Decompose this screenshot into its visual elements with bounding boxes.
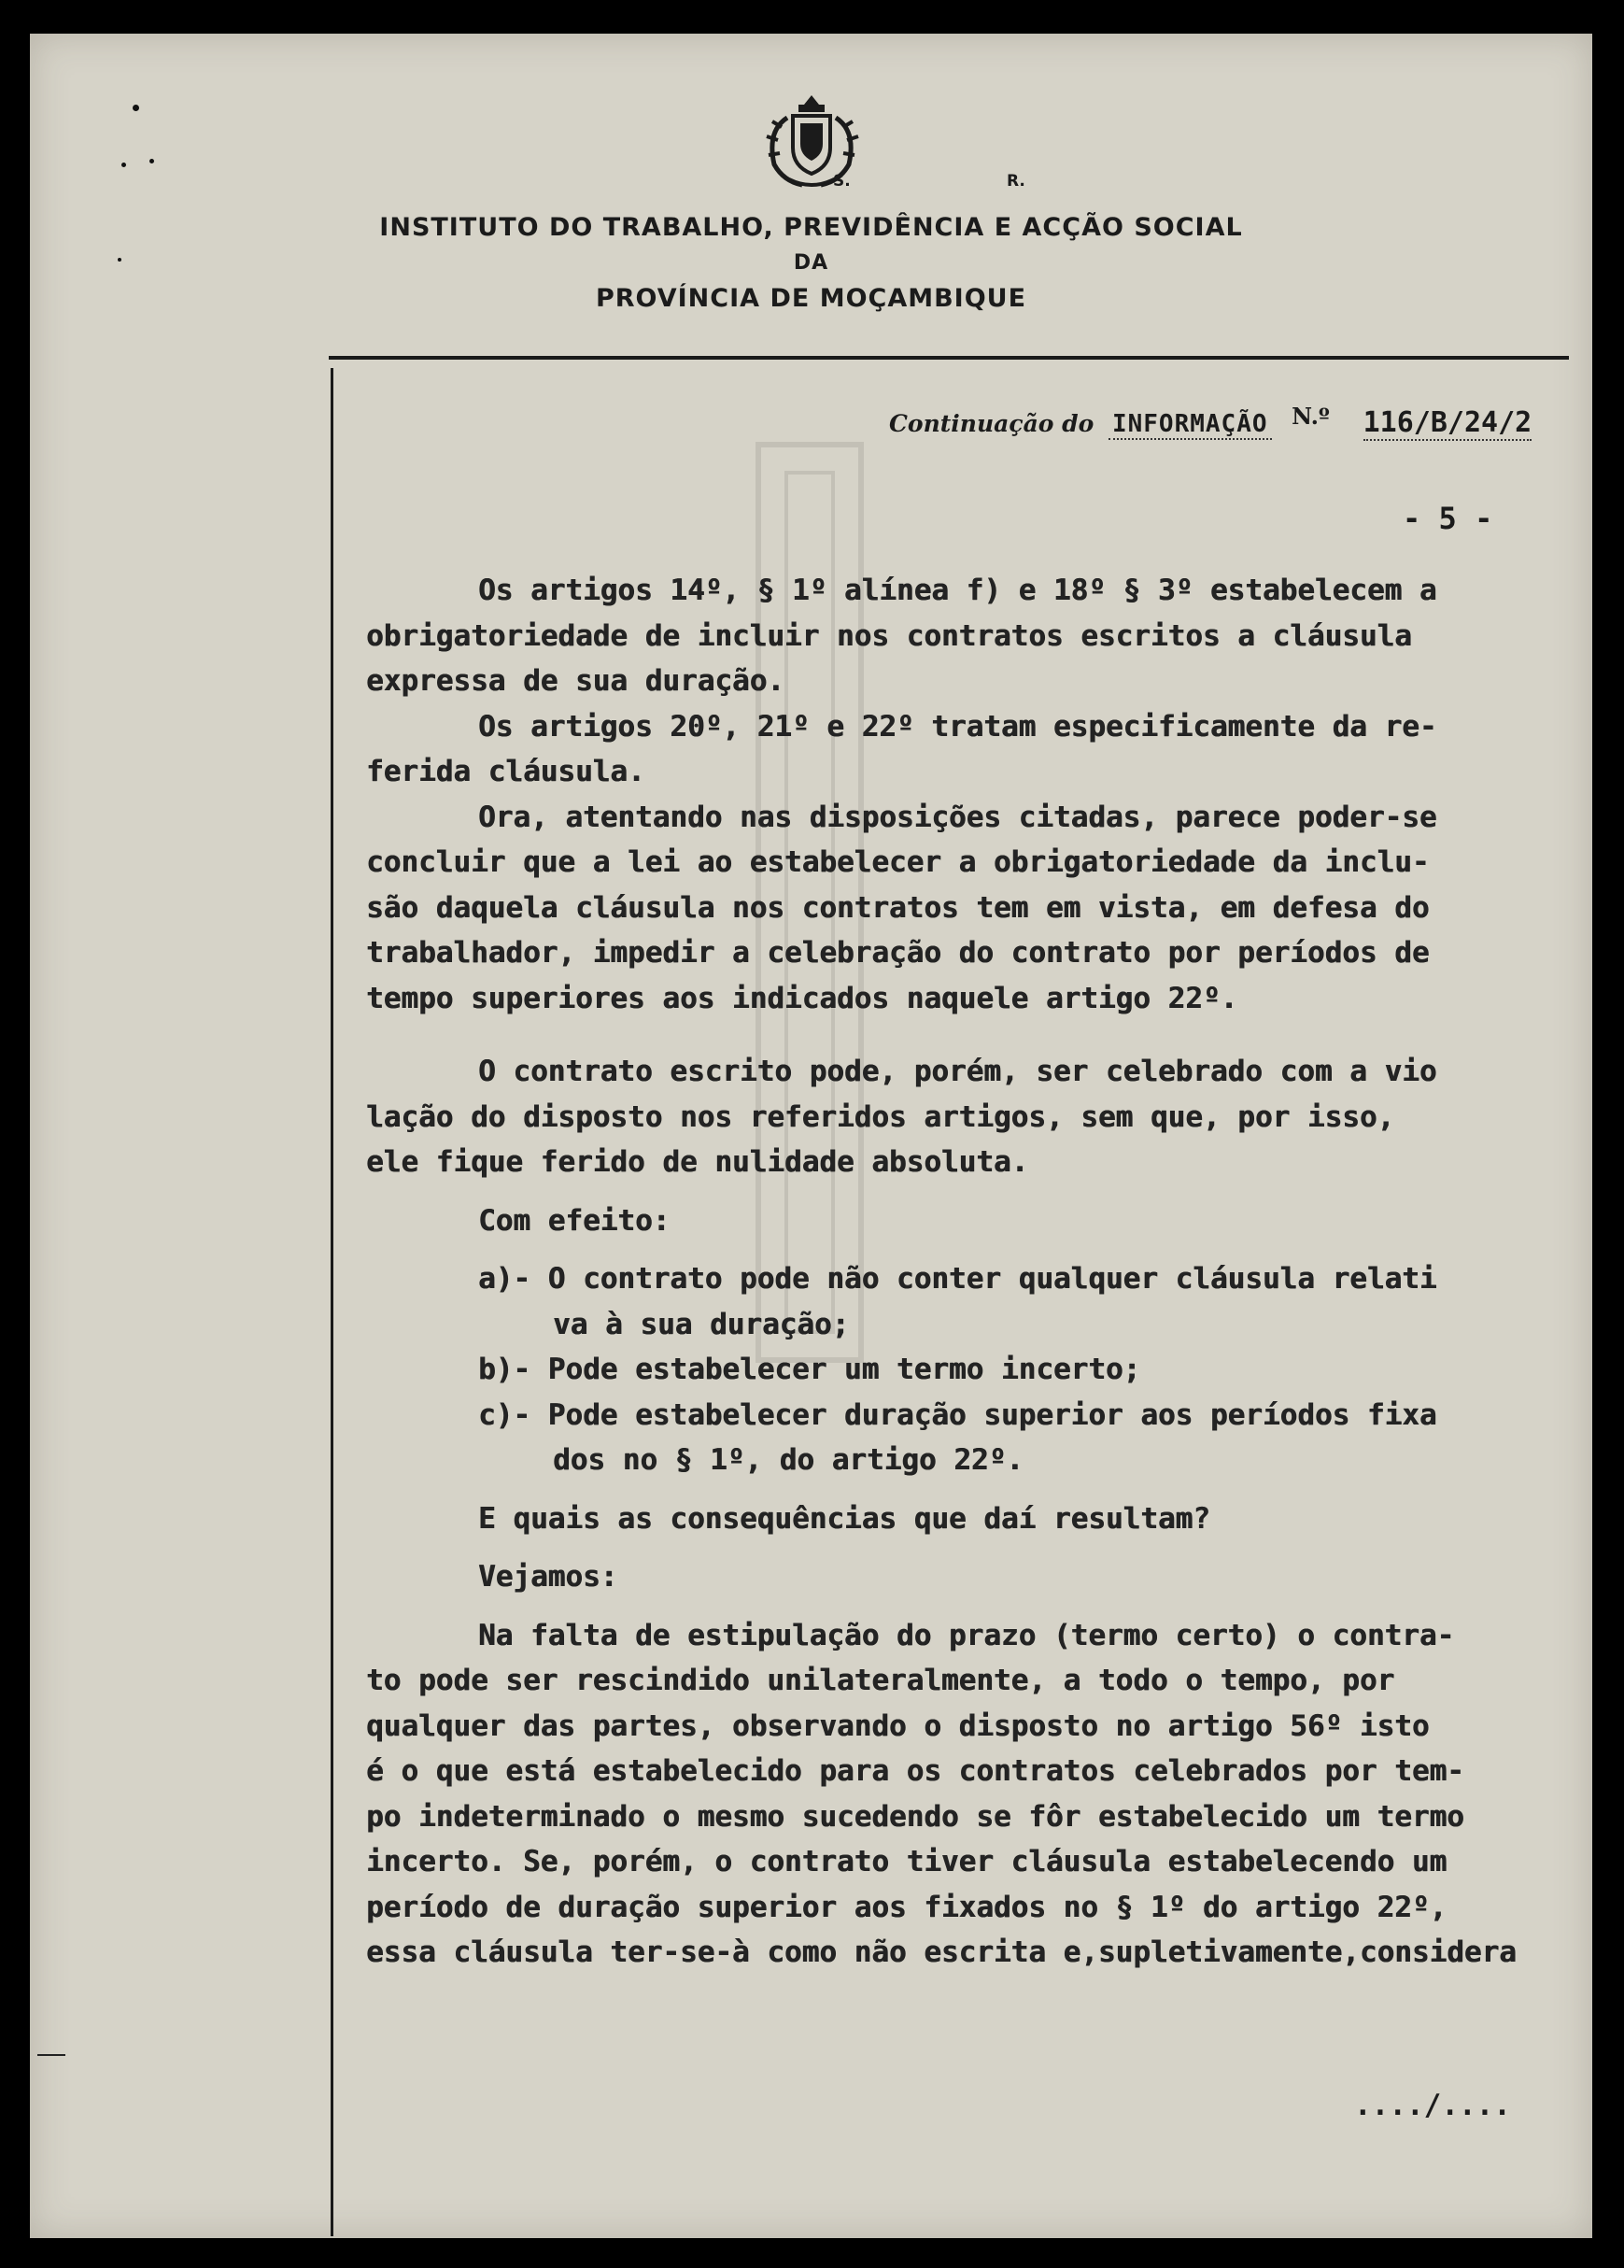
institution-connector: DA xyxy=(793,251,829,275)
body-line: expressa de sua duração. xyxy=(366,664,784,698)
paragraph-gap xyxy=(366,1600,1589,1613)
body-line: E quais as consequências que daí resultam? xyxy=(478,1501,1210,1536)
body-line: incerto. Se, porém, o contrato tiver cláusula estabelecendo um xyxy=(366,1845,1447,1878)
body-line: to pode ser rescindido unilateralmente, a todo o tempo, por xyxy=(366,1664,1395,1697)
document-page xyxy=(30,34,1592,2238)
list-item: a)- O contrato pode não conter qualquer cláusula relati xyxy=(478,1262,1437,1296)
body-line: Vejamos: xyxy=(478,1560,618,1594)
letterhead xyxy=(30,90,1592,318)
body-line: essa cláusula ter-se-à como não escrita e,supletivamente,considera xyxy=(366,1935,1517,1969)
body-line: Com efeito: xyxy=(478,1203,671,1238)
header-rule xyxy=(329,356,1569,360)
body-line: é o que está estabelecido para os contratos celebrados por tem- xyxy=(366,1754,1464,1788)
body-line: são daquela cláusula nos contratos tem em vista, em defesa do xyxy=(366,890,1430,925)
body-line: lação do disposto nos referidos artigos, sem que, por isso, xyxy=(366,1099,1395,1134)
paragraph-gap xyxy=(366,1541,1589,1554)
margin-tick xyxy=(37,2054,65,2056)
institution-name: INSTITUTO DO TRABALHO, PREVIDÊNCIA E ACÇÃO SOCIAL xyxy=(379,213,1243,242)
document-number: 116/B/24/2 xyxy=(1363,406,1532,439)
province-name: PROVÍNCIA DE MOÇAMBIQUE xyxy=(595,284,1027,313)
body-line: Os artigos 20º, 21º e 22º tratam especificamente da re- xyxy=(478,709,1437,744)
body-line: po indeterminado o mesmo sucedendo se fôr estabelecido um termo xyxy=(366,1799,1464,1834)
continuation-label: Continuação do xyxy=(889,410,1094,437)
number-label: N.º xyxy=(1292,403,1330,430)
document-reference xyxy=(889,403,1561,439)
body-line: qualquer das partes, observando o disposto no artigo 56º isto xyxy=(366,1708,1430,1743)
body-line: tempo superiores aos indicados naquele artigo 22º. xyxy=(366,981,1238,1015)
body-line: Ora, atentando nas disposições citadas, parece poder-se xyxy=(478,800,1437,834)
paragraph-gap xyxy=(366,1021,1589,1049)
list-item-continuation: va à sua duração; xyxy=(553,1307,850,1341)
body-line: Os artigos 14º, § 1º alínea f) e 18º § 3º estabelecem a xyxy=(478,574,1437,607)
body-line: trabalhador, impedir a celebração do contrato por períodos de xyxy=(366,936,1430,970)
page-number: - 5 - xyxy=(1403,501,1493,536)
body-line: obrigatoriedade de incluir nos contratos escritos a cláusula xyxy=(366,618,1412,653)
left-margin-line xyxy=(331,368,333,2236)
list-item-continuation: dos no § 1º, do artigo 22º. xyxy=(553,1443,1024,1477)
paragraph-gap xyxy=(366,1243,1589,1256)
list-item: c)- Pode estabelecer duração superior aos períodos fixa xyxy=(478,1397,1437,1432)
paragraph-gap xyxy=(366,1483,1589,1496)
body-line: ele fique ferido de nulidade absoluta. xyxy=(366,1145,1029,1179)
body-line: ferida cláusula. xyxy=(366,755,645,788)
list-item: b)- Pode estabelecer um termo incerto; xyxy=(478,1353,1141,1386)
continuation-mark: ..../.... xyxy=(1354,2089,1511,2122)
letterhead-r-mark: R. xyxy=(1007,172,1025,191)
body-line: Na falta de estipulação do prazo (termo certo) o contra- xyxy=(478,1618,1455,1652)
document-type: INFORMAÇÃO xyxy=(1109,410,1272,440)
body-line: período de duração superior aos fixados no § 1º do artigo 22º, xyxy=(366,1890,1447,1924)
paragraph-gap xyxy=(366,1185,1589,1198)
body-line: concluir que a lei ao estabelecer a obrigatoriedade da inclu- xyxy=(366,845,1430,879)
letterhead-s-mark: S. xyxy=(833,172,851,191)
body-line: O contrato escrito pode, porém, ser celebrado com a vio xyxy=(478,1055,1437,1088)
document-body xyxy=(366,568,1589,1976)
